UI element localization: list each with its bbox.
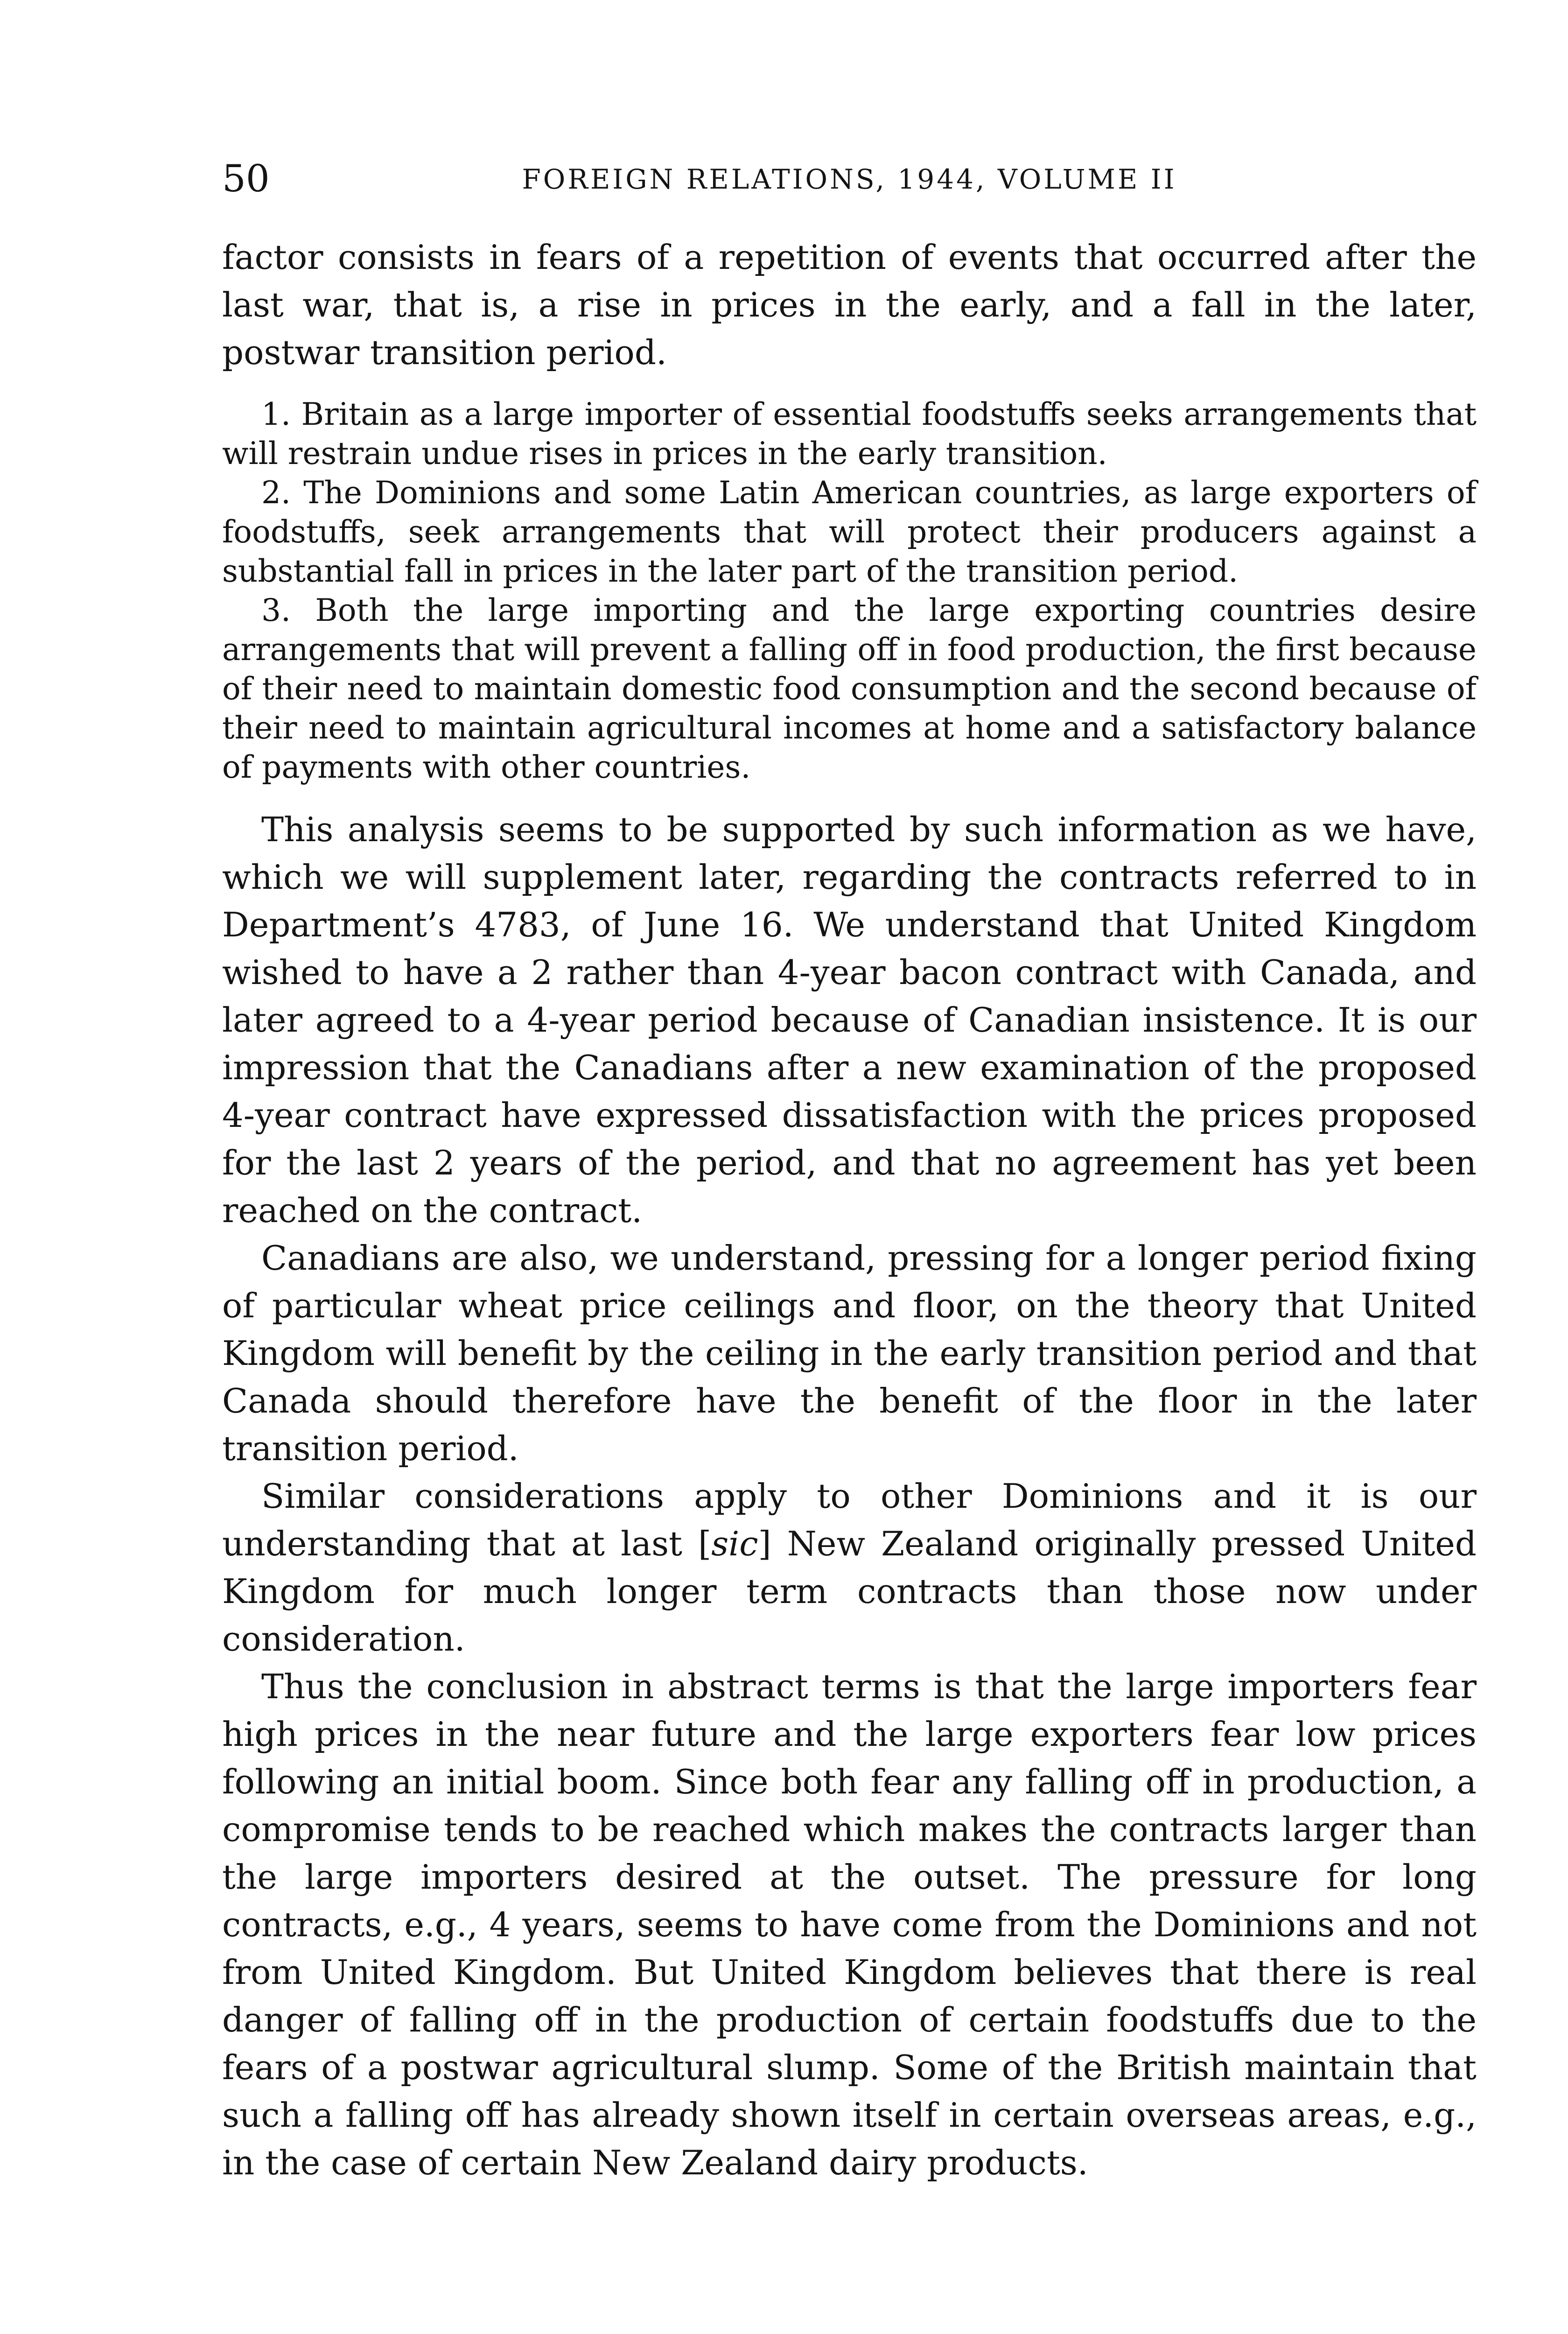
- sic-marker: sic: [711, 1524, 758, 1563]
- numbered-point-2: 2. The Dominions and some Latin American countries, as large exporters of foodstuffs, seek arrangements that will protect their producers against a substantial fall in prices in the later part of the transition period.: [222, 475, 1477, 589]
- numbered-point-1: 1. Britain as a large importer of essential foodstuffs seeks arrangements that will restrain undue rises in prices in the early transition.: [222, 396, 1477, 471]
- running-title: FOREIGN RELATIONS, 1944, VOLUME II: [522, 163, 1177, 195]
- page-number: 50: [222, 157, 270, 200]
- numbered-point-3: 3. Both the large importing and the large exporting countries desire arrangements that will prevent a falling off in food production, the first because of their need to maintain domestic food consumption and the second because of their need to maintain agricultural incomes at home and a satisfactory balance of payments with other countries.: [222, 592, 1477, 785]
- body-text: [222, 233, 1477, 2186]
- paragraph-canadians: Canadians are also, we understand, pressing for a longer period fixing of particular wheat price ceilings and floor, on the theory that United Kingdom will benefit by the ceiling in the early transition period and that Canada should therefore have the benefit of the floor in the later transition period.: [222, 1238, 1477, 1468]
- sic-paragraph-after: ] New Zealand originally pressed United Kingdom for much longer term contracts than those now under consideration.: [222, 1524, 1477, 1659]
- paragraph-analysis: This analysis seems to be supported by such information as we have, which we will supplement later, regarding the contracts referred to in Department’s 4783, of June 16. We understand that United Kingdom wished to have a 2 rather than 4-year bacon contract with Canada, and later agreed to a 4-year period because of Canadian insistence. It is our impression that the Canadians after a new examination of the proposed 4-year contract have expressed dissatisfaction with the prices proposed for the last 2 years of the period, and that no agreement has yet been reached on the contract.: [222, 810, 1477, 1230]
- paragraph-conclusion: Thus the conclusion in abstract terms is that the large importers fear high prices in the near future and the large exporters fear low prices following an initial boom. Since both fear any falling off in production, a compromise tends to be reached which makes the contracts larger than the large importers desired at the outset. The pressure for long contracts, e.g., 4 years, seems to have come from the Dominions and not from United Kingdom. But United Kingdom believes that there is real danger of falling off in the production of certain foodstuffs due to the fears of a postwar agricultural slump. Some of the British maintain that such a falling off has already shown itself in certain overseas areas, e.g., in the case of certain New Zealand dairy products.: [222, 1667, 1477, 2182]
- opening-paragraph: factor consists in fears of a repetition of events that occurred after the last war, that is, a rise in prices in the early, and a fall in the later, postwar transition period.: [222, 238, 1477, 372]
- paragraph-dominions: [222, 1472, 1477, 1663]
- running-header: [222, 158, 1477, 200]
- numbered-points: [222, 395, 1477, 787]
- sic-paragraph-before: Similar considerations apply to other Dominions and it is our understanding that at last [: [222, 1476, 1477, 1563]
- analysis-section: [222, 806, 1477, 2186]
